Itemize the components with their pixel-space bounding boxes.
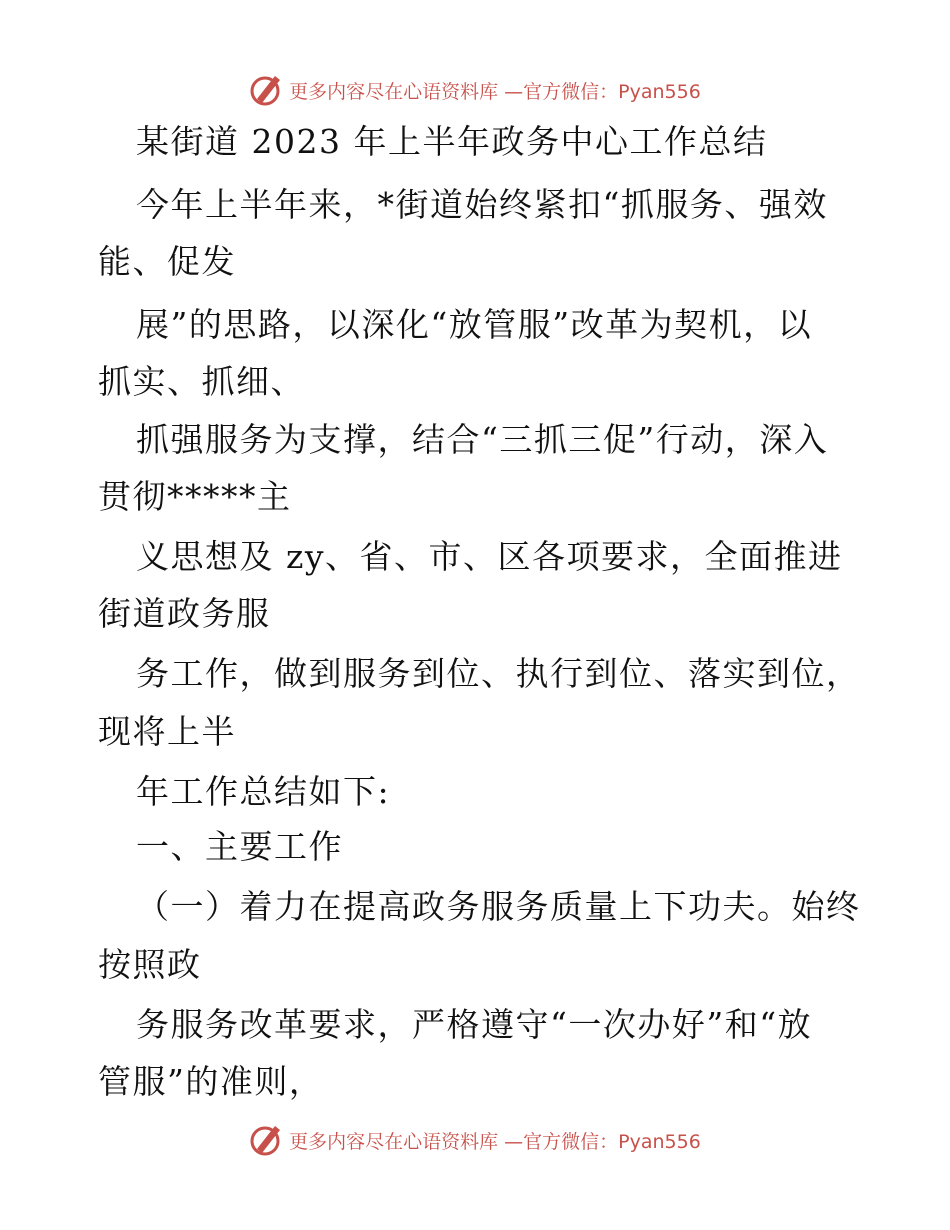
paragraph-line: 贯彻*****主 bbox=[98, 477, 292, 516]
paragraph-line: 年工作总结如下: bbox=[136, 772, 391, 811]
document-title: 某街道 2023 年上半年政务中心工作总结 bbox=[136, 122, 768, 161]
banner-main-text: 更多内容尽在心语资料库 bbox=[289, 80, 499, 103]
paragraph-line: 街道政务服 bbox=[98, 594, 271, 633]
banner-main-text: 更多内容尽在心语资料库 bbox=[289, 1130, 499, 1153]
paragraph-line: 抓强服务为支撑，结合“三抓三促”行动，深入 bbox=[136, 420, 829, 459]
paragraph-line: 展”的思路，以深化“放管服”改革为契机，以 bbox=[136, 305, 813, 344]
footer-watermark-banner bbox=[0, 1120, 950, 1160]
paragraph-line: 务服务改革要求，严格遵守“一次办好”和“放 bbox=[136, 1005, 813, 1044]
paragraph-line: 能、促发 bbox=[98, 242, 236, 281]
paragraph-line: 今年上半年来，*街道始终紧扣“抓服务、强效 bbox=[136, 185, 828, 224]
paragraph-line: 抓实、抓细、 bbox=[98, 362, 305, 401]
banner-sub-text: —官方微信：Pyan556 bbox=[504, 1130, 701, 1153]
paragraph-line: 按照政 bbox=[98, 945, 202, 984]
header-watermark-banner bbox=[0, 70, 950, 110]
banner-sub-text: —官方微信：Pyan556 bbox=[504, 80, 701, 103]
pen-logo-icon bbox=[249, 73, 283, 107]
pen-logo-icon bbox=[249, 1123, 283, 1157]
paragraph-line: 现将上半 bbox=[98, 712, 236, 751]
paragraph-line: 义思想及 zy、省、市、区各项要求，全面推进 bbox=[136, 537, 843, 576]
paragraph-line: 管服”的准则， bbox=[98, 1062, 324, 1101]
subsection-heading: （一）着力在提高政务服务质量上下功夫。始终 bbox=[136, 887, 861, 926]
paragraph-line: 务工作，做到服务到位、执行到位、落实到位， bbox=[136, 654, 861, 693]
section-heading: 一、主要工作 bbox=[136, 827, 343, 866]
